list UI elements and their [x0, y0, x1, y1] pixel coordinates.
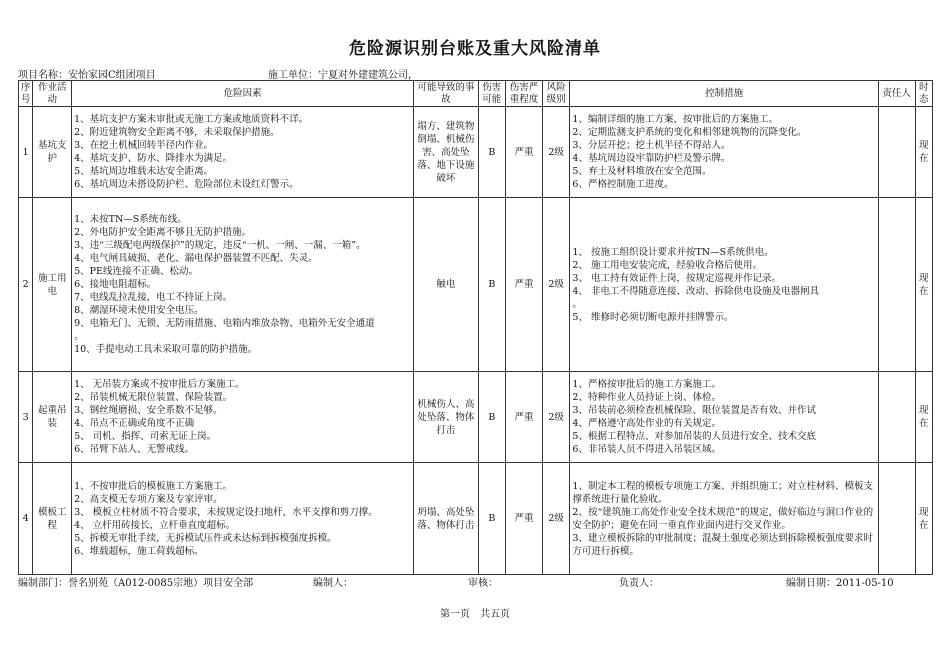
row-harm: B — [478, 198, 506, 372]
footer-dept: 编制部门：誉名别苑（A012-0085宗地）项目安全部 — [18, 578, 254, 589]
hazard-list-line: 。 — [74, 331, 84, 342]
control-list-line: 1、编制详细的施工方案，按审批后的方案施工。 — [572, 114, 778, 125]
hazard-list-line: 5、基坑周边堆载未达安全距离。 — [74, 166, 214, 177]
row-severity: 严重 — [506, 463, 543, 575]
hazard-register-table — [18, 80, 933, 575]
header-severity: 伤害严重程度 — [506, 81, 543, 107]
control-list-line: 5、 维修时必须切断电源并挂牌警示。 — [572, 311, 734, 323]
hazard-list-line: 5、PE线连接不正确、松动。 — [74, 266, 198, 277]
hazard-list — [72, 198, 414, 372]
row-accident: 触电 — [414, 198, 478, 372]
hazard-list-line: 3、违“三级配电两级保护”的规定，违反“一机、一闸、一漏、一箱”。 — [74, 240, 366, 251]
row-status: 现在 — [915, 463, 932, 575]
hazard-list-line: 2、高支模无专项方案及专家评审。 — [74, 493, 223, 505]
row-accident: 机械伤人、高处坠落、物体打击 — [414, 372, 478, 463]
control-list-line: 2、定期监测支护系统的变化和相邻建筑物的沉降变化。 — [572, 127, 807, 138]
control-list — [570, 107, 878, 198]
hazard-list-line: 1、不按审批后的模板施工方案施工。 — [74, 480, 233, 492]
row-level: 2级 — [542, 198, 570, 372]
hazard-list-line: 1、基坑支护方案未审批或无施工方案或地质资料不详。 — [74, 114, 309, 125]
hazard-list-line: 6、接地电阻超标。 — [74, 279, 157, 290]
row-seq: 2 — [19, 198, 33, 372]
table-header-row — [19, 81, 933, 107]
row-activity: 施工用电 — [33, 198, 72, 372]
control-list-line: 6、严格控制施工进度。 — [572, 179, 674, 190]
control-list-line: 3、吊装前必须检查机械保险、限位装置是否有效、并作试 — [572, 405, 816, 416]
control-list-line: 3、分层开挖；挖土机半径不得站人。 — [572, 140, 731, 151]
header-status: 时态 — [915, 81, 932, 107]
row-seq: 4 — [19, 463, 33, 575]
control-list-line: 5、根据工程特点、对参加吊装的人员进行安全、技术交底 — [572, 431, 816, 442]
hazard-list-line: 2、附近建筑物安全距离不够，未采取保护措施。 — [74, 127, 280, 138]
row-status: 现在 — [915, 372, 932, 463]
control-list-line: 1、严格按审批后的施工方案施工。 — [572, 379, 721, 390]
table-row — [19, 198, 933, 372]
control-list — [570, 463, 878, 575]
control-list-line: 3、建立模板拆除的审批制度；混凝土强度必须达到拆除模板强度要求时方可进行拆模。 — [572, 532, 873, 557]
header-hazard: 危险因素 — [72, 81, 414, 107]
footer-preparer: 编制人： — [313, 578, 353, 589]
hazard-list-line: 6、基坑周边未搭设防护栏、危险部位未设红灯警示。 — [74, 179, 299, 190]
footer-date: 编制日期：2011-05-10 — [786, 578, 894, 589]
hazard-list-line: 2、外电防护安全距离不够且无防护措施。 — [74, 227, 252, 238]
control-list — [570, 198, 878, 372]
control-list-line: 4、严格遵守高处作业的有关规定。 — [572, 418, 721, 429]
header-activity: 作业活动 — [33, 81, 72, 107]
row-severity: 严重 — [506, 107, 543, 198]
hazard-list-line: 1、未按TN—S系统布线。 — [74, 214, 187, 225]
row-harm: B — [478, 463, 506, 575]
row-seq: 1 — [19, 107, 33, 198]
contractor-name: 施工单位：宁夏对外建建筑公司， — [268, 70, 418, 81]
row-severity: 严重 — [506, 198, 543, 372]
hazard-list-line: 3、在挖土机械回转半径内作业。 — [74, 140, 214, 151]
hazard-list — [72, 372, 414, 463]
row-severity: 严重 — [506, 372, 543, 463]
project-name: 项目名称：安怡家园C组团项目 — [18, 70, 156, 81]
page-indicator: 第一页 共五页 — [440, 609, 510, 620]
row-responsible — [878, 372, 915, 463]
header-responsible: 责任人 — [878, 81, 915, 107]
header-harm: 伤害可能 — [478, 81, 506, 107]
header-seq: 序号 — [19, 81, 33, 107]
control-list-line: 4、 非电工不得随意连接、改动、拆除供电设施及电器闸具 — [572, 285, 819, 297]
control-list-line: 1、制定本工程的模板专项施工方案、并组织施工；对立柱材料、模板支撑系统进行量化验收。 — [572, 480, 873, 505]
control-list-line: 4、基坑周边设牢靠防护栏及警示牌。 — [572, 153, 731, 164]
table-row — [19, 372, 933, 463]
hazard-list — [72, 463, 414, 575]
control-list-line: 。 — [572, 298, 582, 310]
row-level: 2级 — [542, 463, 570, 575]
row-seq: 3 — [19, 372, 33, 463]
row-responsible — [878, 107, 915, 198]
row-harm: B — [478, 372, 506, 463]
hazard-list-line: 4、 立杆用砖接长，立杆垂直度超标。 — [74, 519, 236, 531]
footer-reviewer: 审核： — [468, 578, 498, 589]
row-activity: 基坑支护 — [33, 107, 72, 198]
hazard-list-line: 5、 司机、指挥、司索无证上岗。 — [74, 431, 217, 442]
hazard-list-line: 6、堆载超标，施工荷载超标。 — [74, 545, 204, 557]
control-list-line: 1、 按施工组织设计要求并按TN—S系统供电。 — [572, 246, 774, 258]
hazard-list-line: 8、潮湿环境未使用安全电压。 — [74, 305, 204, 316]
hazard-list-line: 3、 模板立柱材质不符合要求，未按规定设扫地杆，水平支撑和剪刀撑。 — [74, 506, 378, 518]
table-row — [19, 107, 933, 198]
hazard-list-line: 7、电线乱拉乱接，电工不持证上岗。 — [74, 292, 233, 303]
row-activity: 起重吊装 — [33, 372, 72, 463]
hazard-list-line: 10、手提电动工具未采取可靠的防护措施。 — [74, 344, 258, 355]
hazard-list-line: 9、电箱无门、无锁、无防雨措施、电箱内堆放杂物、电箱外无安全通道 — [74, 318, 375, 329]
footer-manager: 负责人： — [619, 578, 659, 589]
control-list-line: 3、 电工持有效证件上岗，按规定巡视并作记录。 — [572, 272, 781, 284]
hazard-list-line: 1、 无吊装方案或不按审批后方案施工。 — [74, 379, 245, 390]
row-level: 2级 — [542, 107, 570, 198]
control-list-line: 2、按“建筑施工高处作业安全技术规范”的规定，做好临边与洞口作业的安全防护；避免在同一垂直作业面内进行交叉作业。 — [572, 506, 874, 531]
table-row — [19, 463, 933, 575]
row-level: 2级 — [542, 372, 570, 463]
hazard-list-line: 5、拆模无审批手续，无拆模试压件或未达标到拆模强度拆模。 — [74, 532, 337, 544]
row-accident: 坍塌、高处坠落、物体打击 — [414, 463, 478, 575]
hazard-list-line: 4、吊点不正确或角度不正确 — [74, 418, 195, 429]
header-level: 风险级别 — [542, 81, 570, 107]
hazard-list-line: 2、吊装机械无限位装置、保险装置。 — [74, 392, 233, 403]
hazard-list — [72, 107, 414, 198]
control-list-line: 2、 施工用电安装完成，经验收合格后使用。 — [572, 259, 762, 271]
header-accident: 可能导致的事故 — [414, 81, 478, 107]
control-list-line: 5、弃土及材料堆放在安全范围。 — [572, 166, 712, 177]
row-accident: 塌方、建筑物倒塌、机械伤害、高处坠落、地下设施破坏 — [414, 107, 478, 198]
header-control: 控制措施 — [570, 81, 878, 107]
control-list-line: 6、非吊装人员不得进入吊装区域。 — [572, 444, 721, 455]
document-title: 危险源识别台账及重大风险清单 — [349, 39, 601, 59]
row-activity: 模板工程 — [33, 463, 72, 575]
control-list-line: 2、特种作业人员持证上岗、体检。 — [572, 392, 721, 403]
row-status: 现在 — [915, 107, 932, 198]
hazard-list-line: 4、电气闸具破损、老化、漏电保护器装置不匹配、失灵。 — [74, 253, 318, 264]
control-list — [570, 372, 878, 463]
hazard-list-line: 4、基坑支护、防水、降排水为满足。 — [74, 153, 233, 164]
row-responsible — [878, 198, 915, 372]
row-responsible — [878, 463, 915, 575]
row-harm: B — [478, 107, 506, 198]
hazard-list-line: 3、钢丝绳磨损、安全系数不足够。 — [74, 405, 223, 416]
row-status: 现在 — [915, 198, 932, 372]
hazard-list-line: 6、吊臂下站人、无警戒线。 — [74, 444, 195, 455]
